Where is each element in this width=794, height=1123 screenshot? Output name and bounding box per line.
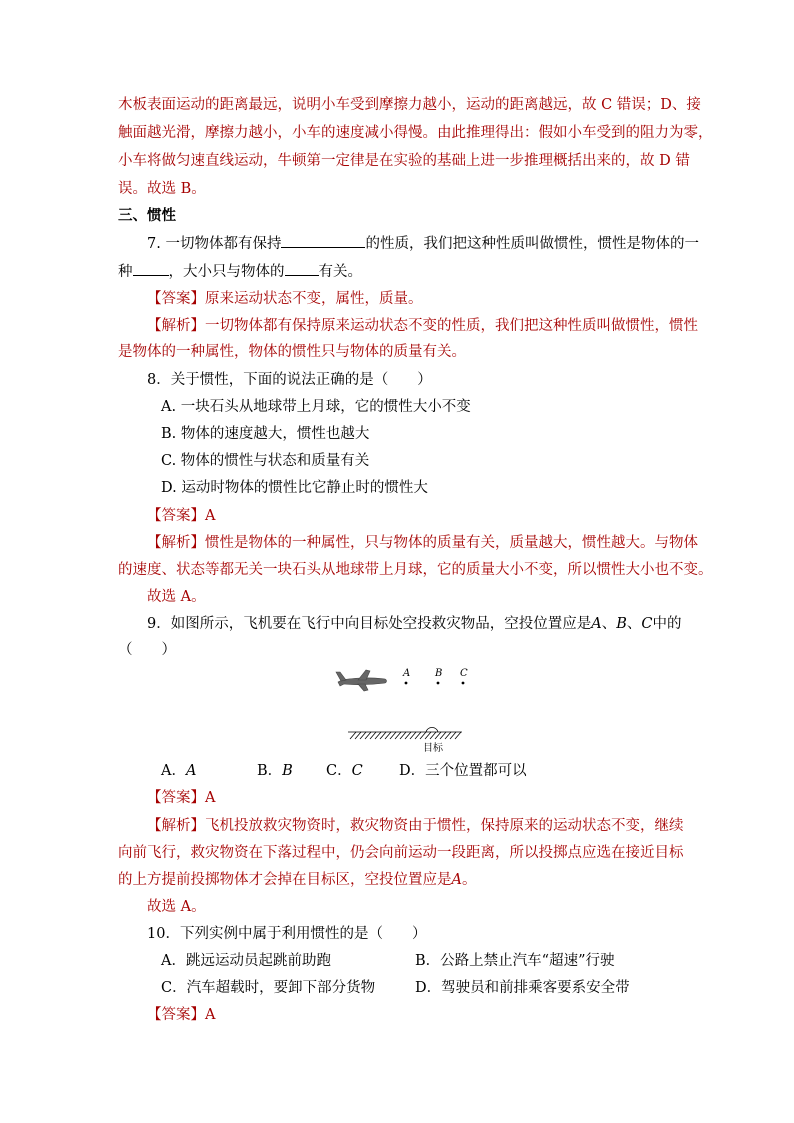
prev-analysis-line-2: 触面越光滑，摩擦力越小，小车的速度减小得慢。由此推理得出：假如小车受到的阻力为零，: [118, 125, 713, 141]
q8-answer-tag: 【答案】: [147, 508, 205, 524]
q8-analysis-text-1: 惯性是物体的一种属性，只与物体的质量有关，质量越大，惯性越大。与物体: [205, 535, 698, 551]
q9-stem-a: A: [591, 616, 602, 632]
q7-analysis-tag: 【解析】: [147, 318, 205, 334]
q9-option-b-value: B: [282, 763, 293, 779]
q9-stem-b: B: [616, 616, 627, 632]
q7-analysis-text-1: 一切物体都有保持原来运动状态不变的性质，我们把这种性质叫做惯性，惯性: [205, 318, 698, 334]
prev-analysis-line-3: 小车将做匀速直线运动，牛顿第一定律是在实验的基础上进一步推理概括出来的，故 D 错: [118, 153, 690, 169]
prev-analysis-line-1: 木板表面运动的距离最远，说明小车受到摩擦力越小，运动的距离越远，故 C 错误；D、接: [118, 97, 701, 113]
q8-option-b: B. 物体的速度越大，惯性也越大: [161, 426, 370, 442]
q9-answer-text: A: [205, 790, 216, 806]
figure-label-c: C: [460, 668, 468, 679]
q9-answer-tag: 【答案】: [147, 790, 205, 806]
q9-option-b-prefix: B．: [257, 763, 283, 779]
q9-answer: [147, 788, 215, 808]
q9-analysis-line-2: 向前飞行，救灾物资在下落过程中，仍会向前运动一段距离，所以投掷点应选在接近目标: [118, 845, 684, 861]
q9-stem-sep-2: 、: [626, 616, 642, 632]
q8-answer-text: A: [205, 508, 216, 524]
q9-option-a: [161, 761, 196, 781]
q9-figure: [330, 660, 480, 755]
q9-option-d: D．三个位置都可以: [399, 763, 527, 779]
q8-analysis-tag: 【解析】: [147, 535, 205, 551]
q9-option-c-prefix: C．: [326, 763, 352, 779]
q7-analysis-line-2: 是物体的一种属性，物体的惯性只与物体的质量有关。: [118, 344, 466, 360]
q9-option-a-prefix: A．: [161, 763, 186, 779]
q10-option-d: D．驾驶员和前排乘客要系安全带: [415, 980, 630, 996]
prev-analysis-line-4: 误。故选 B。: [118, 181, 206, 197]
q8-analysis-line-2: 的速度、状态等都无关一块石头从地球带上月球，它的质量大小不变，所以惯性大小也不变。: [118, 562, 713, 578]
q10-answer: [147, 1005, 215, 1025]
q7-text-1: 7. 一切物体都有保持: [147, 236, 282, 252]
q7-blank-3: [285, 261, 319, 276]
q9-option-c: [326, 761, 363, 781]
q9-stem-end: 中的: [652, 616, 682, 632]
q10-answer-text: A: [205, 1007, 216, 1023]
q8-stem: 8．关于惯性，下面的说法正确的是（ ）: [147, 372, 432, 388]
ground-hatch: [348, 732, 462, 739]
q9-analysis-text-3a: 的上方提前投掷物体才会掉在目标区，空投位置应是: [118, 872, 452, 888]
q8-analysis-line-1: [147, 533, 698, 553]
q7-blank-2: [133, 261, 169, 276]
q7-text-2: 的性质，我们把这种性质叫做惯性，惯性是物体的一: [365, 236, 699, 252]
q9-analysis-line-3: [118, 870, 476, 890]
q9-stem-c: C: [641, 616, 653, 632]
q7-answer-tag: 【答案】: [147, 291, 205, 307]
q10-option-b: B．公路上禁止汽车“超速”行驶: [415, 953, 615, 969]
figure-ground-label: 目标: [423, 743, 443, 754]
q7-text-3: 种: [118, 264, 133, 280]
q7-text-5: 有关。: [318, 264, 362, 280]
q7-answer: [147, 289, 423, 309]
q9-analysis-text-3c: 。: [461, 872, 477, 888]
q9-analysis-text-3b: A: [451, 872, 462, 888]
q8-conclusion: 故选 A。: [147, 589, 206, 605]
q9-analysis-tag: 【解析】: [147, 818, 205, 834]
q9-stem-text: 9．如图所示，飞机要在飞行中向目标处空投救灾物品，空投位置应是: [147, 616, 592, 632]
q10-option-c: C．汽车超载时，要卸下部分货物: [161, 980, 376, 996]
q9-option-b: [257, 761, 293, 781]
q9-analysis-line-1: [147, 816, 684, 836]
q9-paren: （ ）: [118, 642, 176, 658]
q7-analysis-line-1: [147, 316, 698, 336]
q9-stem-sep-1: 、: [601, 616, 617, 632]
figure-point-a: [405, 682, 408, 685]
q10-answer-tag: 【答案】: [147, 1007, 205, 1023]
q7-answer-text: 原来运动状态不变，属性，质量。: [205, 291, 423, 307]
q7-text-4: ，大小只与物体的: [168, 264, 285, 280]
q8-option-c: C. 物体的惯性与状态和质量有关: [161, 453, 370, 469]
q9-conclusion: 故选 A。: [147, 899, 206, 915]
q8-option-a: A. 一块石头从地球带上月球，它的惯性大小不变: [161, 399, 471, 415]
q10-option-a: A．跳远运动员起跳前助跑: [161, 953, 331, 969]
figure-label-b: B: [435, 668, 443, 679]
figure-label-a: A: [403, 668, 411, 679]
q7-stem-line-2: [118, 261, 362, 282]
q9-analysis-text-1: 飞机投放救灾物资时，救灾物资由于惯性，保持原来的运动状态不变，继续: [205, 818, 684, 834]
q8-option-d: D. 运动时物体的惯性比它静止时的惯性大: [161, 480, 428, 496]
figure-point-c: [462, 682, 465, 685]
q9-option-c-value: C: [351, 763, 363, 779]
section-title: 三、惯性: [118, 207, 176, 224]
target-mark: [426, 728, 438, 733]
q9-option-a-value: A: [185, 763, 197, 779]
figure-point-b: [437, 682, 440, 685]
q10-stem: 10．下列实例中属于利用惯性的是（ ）: [147, 926, 427, 942]
q7-stem-line-1: [147, 233, 699, 254]
q9-stem: [147, 614, 681, 634]
q8-answer: [147, 506, 215, 526]
q7-blank-1: [281, 233, 365, 248]
airplane-icon: [336, 670, 387, 691]
